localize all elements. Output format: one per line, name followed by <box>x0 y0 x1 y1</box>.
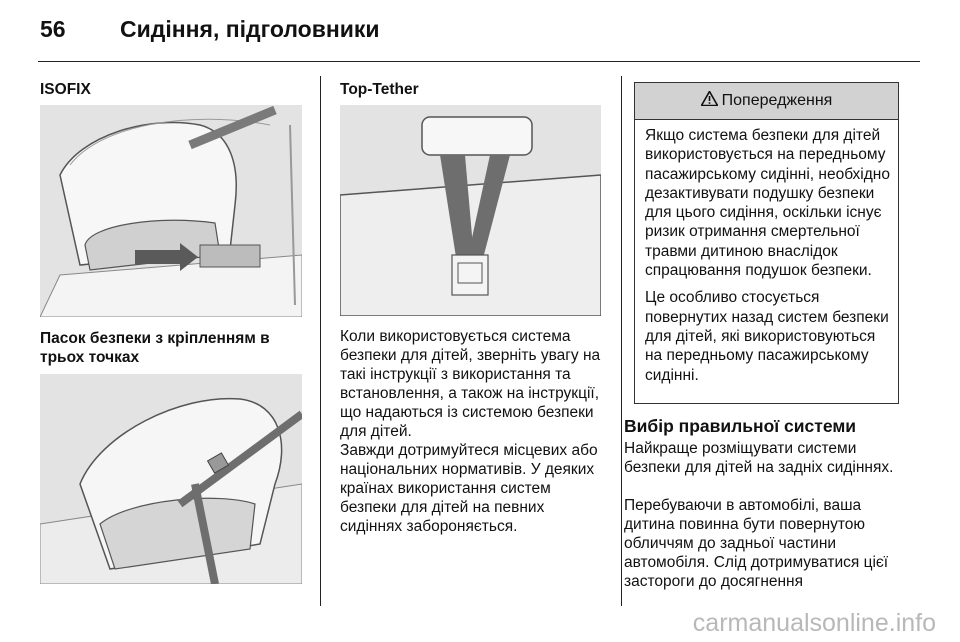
warning-header <box>635 83 898 120</box>
warning-paragraph-airbag: Якщо система безпеки для дітей використовується на передньому пасажирському сидінні, необхідно дезактивувати подушку безпеки для цього сидіння, оскільки існує ризик отримання смертельної травми дитиною внаслідок спрацювання подушок безпеки. <box>645 127 890 280</box>
warning-box <box>634 82 899 404</box>
three-point-belt-label: Пасок безпеки з кріпленням в трьох точках <box>40 330 270 366</box>
rear-facing-paragraph: Перебуваючи в автомобілі, ваша дитина повинна бути повернутою обличчям до задньої частини автомобіля. Слід дотримуватися цієї застороги до досягнення <box>624 497 889 590</box>
warning-paragraph-rearward: Це особливо стосується повернутих назад систем безпеки для дітей, які використовуються на передньому пасажирському сидінні. <box>645 289 889 384</box>
rear-seat-paragraph: Найкраще розміщувати системи безпеки для дітей на задніх сидіннях. <box>624 440 894 476</box>
section-heading: Вибір правильної системи <box>624 416 857 436</box>
watermark: carmanualsonline.info <box>692 609 936 637</box>
page-header <box>40 16 380 56</box>
page-number: 56 <box>40 16 66 42</box>
isofix-illustration <box>40 105 302 317</box>
three-point-belt-illustration <box>40 374 302 584</box>
top-tether-label: Top-Tether <box>340 81 419 98</box>
warning-triangle-icon <box>701 91 718 111</box>
top-tether-illustration <box>340 105 601 316</box>
column-divider-right <box>621 76 622 606</box>
column-divider-left <box>320 76 321 606</box>
warning-title: Попередження <box>721 92 833 109</box>
header-divider <box>38 61 920 62</box>
isofix-label: ISOFIX <box>40 81 91 98</box>
regulations-paragraph: Завжди дотримуйтеся місцевих або національних нормативів. У деяких країнах використання систем безпеки для дітей на певних сидіннях забороняється. <box>340 442 598 535</box>
instructions-paragraph: Коли використовується система безпеки для дітей, зверніть увагу на такі інструкції з використання та встановлення, а також на інструкції, що надаються із системою безпеки для дітей. <box>340 328 601 440</box>
page-title: Сидіння, підголовники <box>120 16 380 42</box>
